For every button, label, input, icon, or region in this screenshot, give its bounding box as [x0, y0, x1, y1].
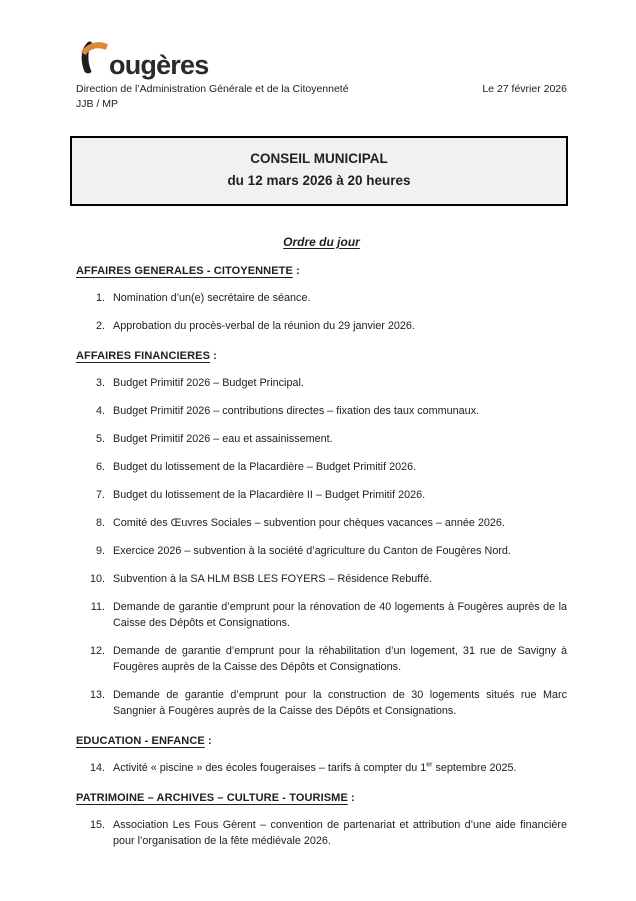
section-heading: AFFAIRES FINANCIERES :	[76, 349, 217, 362]
heading-colon: :	[347, 791, 355, 804]
item-text: Demande de garantie d’emprunt pour la rénovation de 40 logements à Fougères auprès de la Caisse des Dépôts et Consignations.	[113, 600, 567, 629]
item-text: Budget Primitif 2026 – Budget Principal.	[113, 376, 304, 389]
item-number: 11.	[90, 600, 105, 613]
item-number: 15.	[89, 818, 105, 831]
heading-colon: :	[204, 734, 212, 747]
item-number: 5.	[95, 432, 105, 445]
item-text: Subvention à la SA HLM BSB LES FOYERS – Résidence Rebuffé.	[113, 572, 433, 585]
agenda-title: Ordre du jour	[283, 234, 360, 249]
item-text: Approbation du procès-verbal de la réunion du 29 janvier 2026.	[113, 319, 415, 332]
item-number: 9.	[95, 544, 105, 557]
section-affaires-financieres	[76, 349, 567, 719]
section-patrimoine-culture	[76, 791, 567, 849]
header-meta-row	[76, 83, 567, 96]
item-number: 1.	[95, 291, 105, 304]
agenda-item	[76, 318, 567, 334]
heading-colon: :	[210, 349, 217, 362]
item-text: Demande de garantie d’emprunt pour la construction de 30 logements situés rue Marc Sangnier à Fougères auprès de la Caisse des Dépôts et Consignations.	[113, 688, 567, 717]
agenda-item	[76, 687, 567, 719]
agenda-item	[76, 375, 567, 391]
agenda-item	[76, 643, 567, 675]
item-text: Demande de garantie d’emprunt pour la réhabilitation d’un logement, 31 rue de Savigny à Fougères auprès de la Caisse des Dépôts et Consignations.	[113, 644, 567, 673]
item-text: Nomination d’un(e) secrétaire de séance.	[113, 291, 311, 304]
item-number: 14.	[89, 761, 105, 774]
item-text: Exercice 2026 – subvention à la société d’agriculture du Canton de Fougères Nord.	[113, 544, 511, 557]
item-number: 10.	[89, 572, 105, 585]
date-line: Le 27 février 2026	[482, 83, 567, 95]
item-number: 7.	[95, 488, 105, 501]
item-text: Activité « piscine » des écoles fougeraises – tarifs à compter du 1er septembre 2025.	[113, 761, 517, 774]
agenda-item	[76, 431, 567, 447]
item-text: Budget du lotissement de la Placardière – Budget Primitif 2026.	[113, 460, 417, 473]
heading-colon: :	[292, 264, 300, 277]
agenda-item	[76, 403, 567, 419]
agenda-item	[76, 543, 567, 559]
logo	[77, 36, 567, 80]
title-line2: du 12 mars 2026 à 20 heures	[227, 172, 411, 188]
item-number: 3.	[95, 376, 105, 389]
item-number: 6.	[95, 460, 105, 473]
item-text: Budget Primitif 2026 – contributions directes – fixation des taux communaux.	[113, 404, 480, 417]
agenda-item	[76, 487, 567, 503]
item-number: 12.	[89, 644, 105, 657]
superscript-er: er	[426, 761, 433, 769]
agenda-item	[76, 515, 567, 531]
logo-f-icon	[77, 38, 111, 76]
item-text: Budget du lotissement de la Placardière II – Budget Primitif 2026.	[113, 488, 426, 501]
initials-line: JJB / MP	[76, 98, 119, 110]
section-education-enfance	[76, 734, 567, 776]
section-heading: AFFAIRES GENERALES - CITOYENNETE :	[76, 264, 300, 277]
section-heading: PATRIMOINE – ARCHIVES – CULTURE - TOURISME :	[76, 791, 355, 804]
item-number: 4.	[95, 404, 105, 417]
agenda-item	[76, 599, 567, 631]
section-heading: EDUCATION - ENFANCE :	[76, 734, 212, 747]
agenda-item	[76, 459, 567, 475]
section-affaires-generales	[76, 264, 567, 334]
title-line1: CONSEIL MUNICIPAL	[250, 151, 388, 166]
agenda-item	[76, 290, 567, 306]
item-text: Comité des Œuvres Sociales – subvention pour chèques vacances – année 2026.	[113, 516, 505, 529]
agenda-item	[76, 817, 567, 849]
item-number: 8.	[95, 516, 105, 529]
item-number: 13.	[89, 688, 105, 701]
item-text: Association Les Fous Gèrent – convention de partenariat et attribution d’une aide financière pour l’organisation de la fête médiévale 2026.	[113, 818, 567, 847]
agenda-item	[76, 760, 567, 776]
logo-wordmark: ougères	[109, 49, 209, 80]
item-text: Budget Primitif 2026 – eau et assainissement.	[113, 432, 333, 445]
item-number: 2.	[95, 319, 105, 332]
title-box	[70, 136, 568, 206]
agenda-item	[76, 571, 567, 587]
department-line: Direction de l’Administration Générale et de la Citoyenneté	[76, 83, 349, 95]
